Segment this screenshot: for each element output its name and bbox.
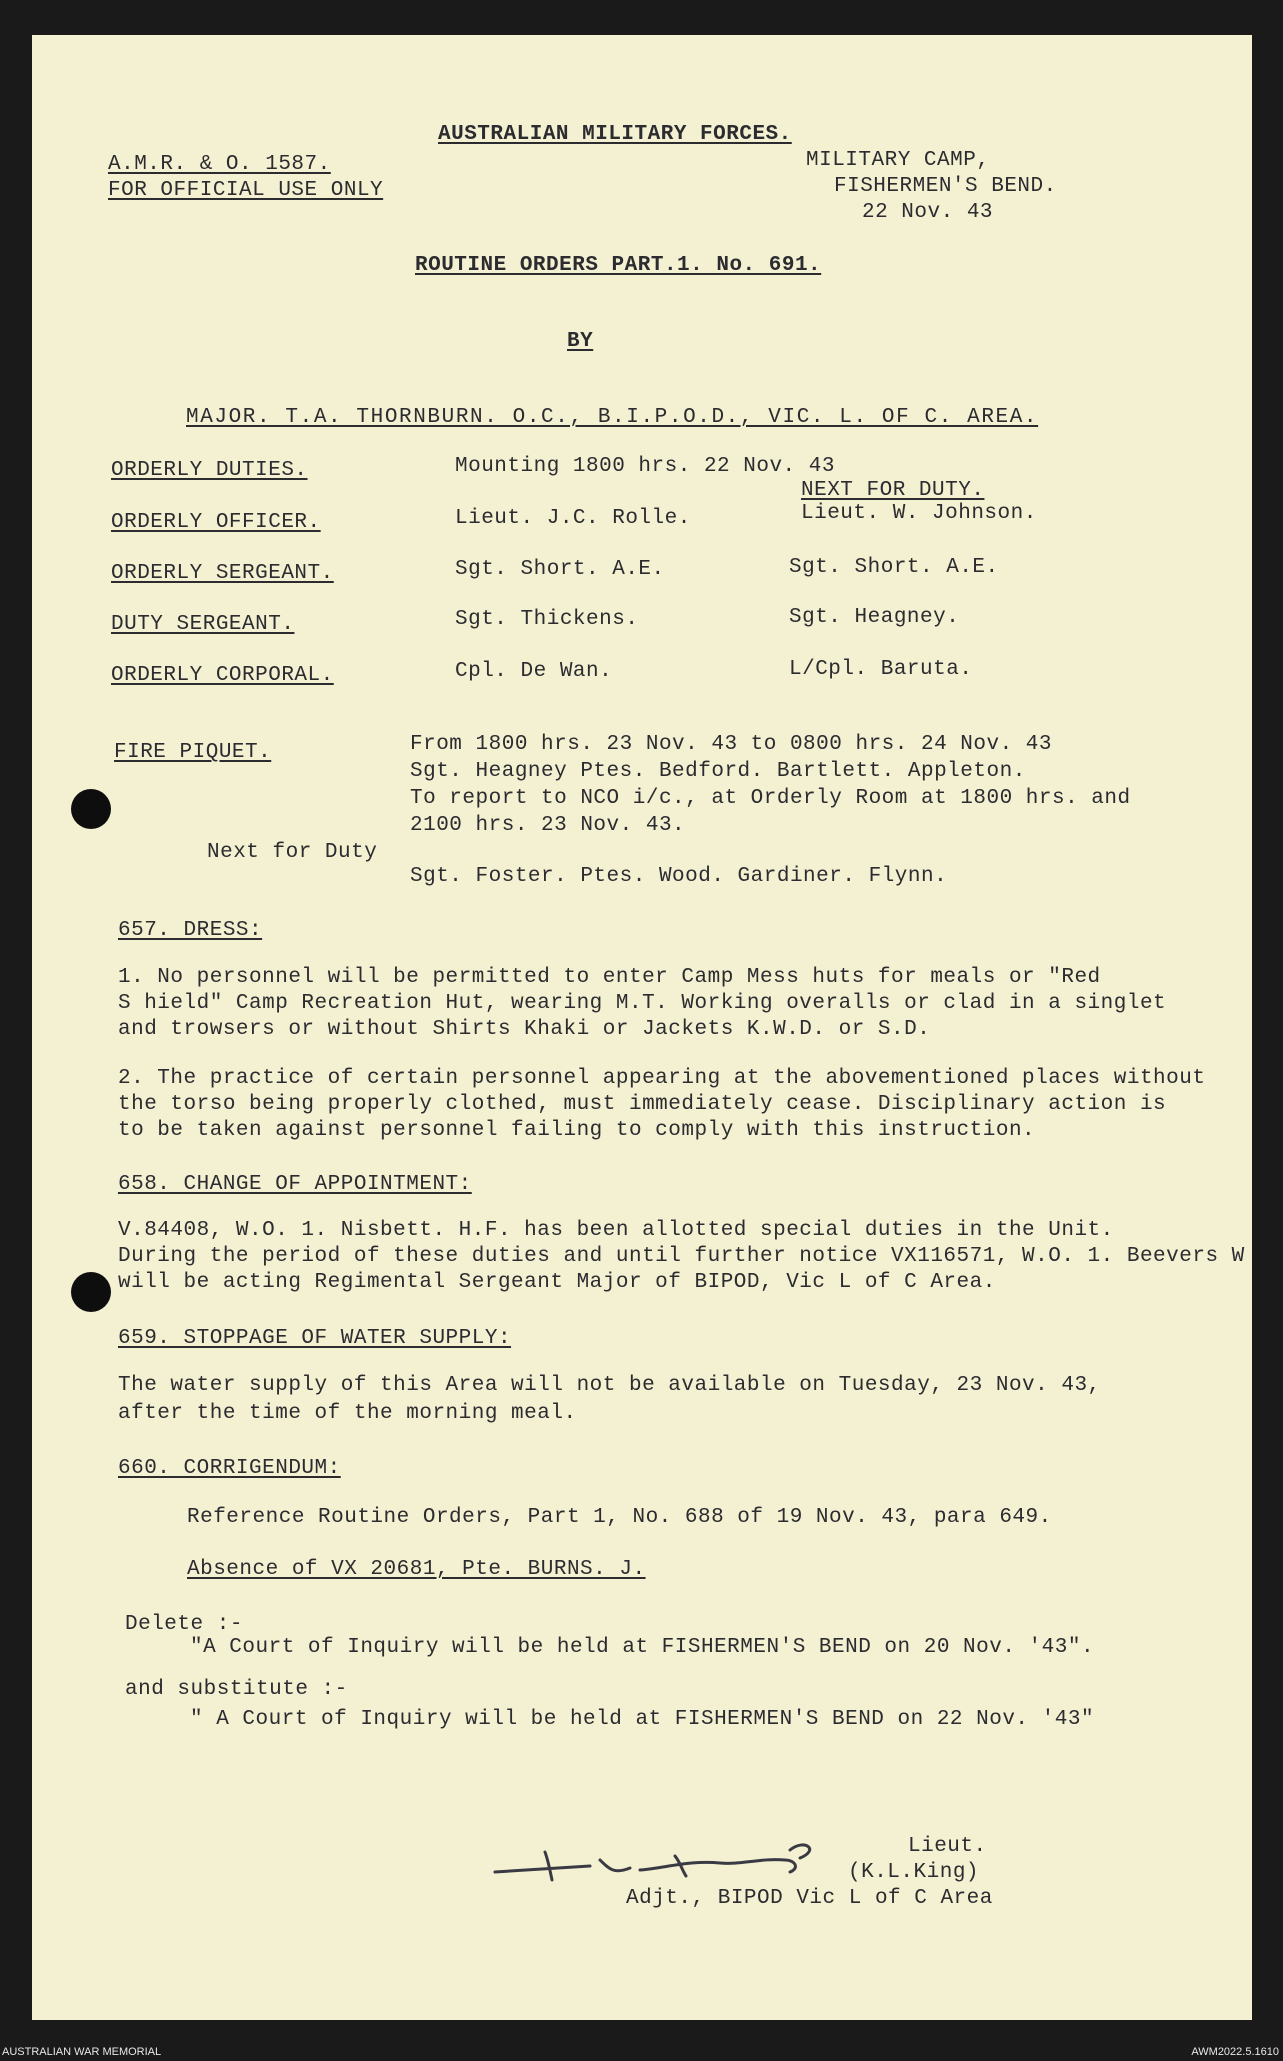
duty-row-current: Sgt. Thickens. [455,608,639,631]
duty-row-label: DUTY SERGEANT. [111,613,295,636]
duty-row-current: Sgt. Short. A.E. [455,558,665,581]
signatory-name: (K.L.King) [848,1861,980,1884]
paragraph-line: the torso being properly clothed, must immediately cease. Disciplinary action is [118,1093,1167,1116]
section-657-title: 657. DRESS: [118,919,263,942]
next-for-duty-note: Next for Duty [207,841,378,864]
punch-hole-bottom [71,1272,111,1312]
substitute-label: and substitute :- [125,1678,348,1701]
fire-piquet-line: To report to NCO i/c., at Orderly Room at 1800 hrs. and [410,787,1131,810]
paragraph-line: after the time of the morning meal. [118,1402,577,1425]
by-heading: BY [567,330,594,353]
signatory-rank: Lieut. [908,1835,987,1858]
footer-institution: AUSTRALIAN WAR MEMORIAL [2,2046,162,2058]
fire-piquet-next: Sgt. Foster. Ptes. Wood. Gardiner. Flynn. [410,865,948,888]
orderly-duties-label: ORDERLY DUTIES. [111,459,308,482]
handwritten-signature [490,1830,890,1890]
mounting-time: Mounting 1800 hrs. 22 Nov. 43 [455,455,835,478]
delete-text: "A Court of Inquiry will be held at FISHERMEN'S BEND on 20 Nov. '43". [190,1636,1095,1659]
punch-hole-top [71,789,111,829]
paragraph-line: 1. No personnel will be permitted to enter Camp Mess huts for meals or "Red [118,966,1101,989]
duty-row-next: Lieut. W. Johnson. [801,502,1037,525]
duty-row-label: ORDERLY SERGEANT. [111,562,334,585]
duty-row-next: L/Cpl. Baruta. [789,658,973,681]
duty-row-next: Sgt. Short. A.E. [789,556,999,579]
signatory-role: Adjt., BIPOD Vic L of C Area [626,1887,993,1910]
duty-row-current: Lieut. J.C. Rolle. [455,507,691,530]
next-for-duty-label: NEXT FOR DUTY. [801,479,985,502]
orders-title: ROUTINE ORDERS PART.1. No. 691. [415,254,822,277]
footer-accession: AWM2022.5.1610 [1191,2046,1279,2058]
paragraph-line: During the period of these duties and until further notice VX116571, W.O. 1. Beevers W [118,1245,1245,1268]
fire-piquet-line: From 1800 hrs. 23 Nov. 43 to 0800 hrs. 24 Nov. 43 [410,733,1053,756]
substitute-text: " A Court of Inquiry will be held at FISHERMEN'S BEND on 22 Nov. '43" [190,1708,1095,1731]
section-660-title: 660. CORRIGENDUM: [118,1457,341,1480]
document-date: 22 Nov. 43 [862,201,994,224]
paragraph-line: The water supply of this Area will not be available on Tuesday, 23 Nov. 43, [118,1374,1101,1397]
paragraph-line: will be acting Regimental Sergeant Major of BIPOD, Vic L of C Area. [118,1271,996,1294]
section-658-title: 658. CHANGE OF APPOINTMENT: [118,1173,472,1196]
amr-reference: A.M.R. & O. 1587. [108,153,331,176]
paragraph-line: S hield" Camp Recreation Hut, wearing M.T. Working overalls or clad in a singlet [118,992,1167,1015]
camp-place: FISHERMEN'S BEND. [834,175,1057,198]
section-659-title: 659. STOPPAGE OF WATER SUPPLY: [118,1327,512,1350]
official-use-notice: FOR OFFICIAL USE ONLY [108,179,384,202]
paragraph-line: and trowsers or without Shirts Khaki or Jackets K.W.D. or S.D. [118,1018,931,1041]
duty-row-current: Cpl. De Wan. [455,660,613,683]
paragraph-line: 2. The practice of certain personnel appearing at the abovementioned places without [118,1067,1206,1090]
fire-piquet-line: Sgt. Heagney Ptes. Bedford. Bartlett. Appleton. [410,760,1026,783]
paragraph-line: to be taken against personnel failing to comply with this instruction. [118,1119,1036,1142]
issuing-officer: MAJOR. T.A. THORNBURN. O.C., B.I.P.O.D., VIC. L. OF C. AREA. [186,406,1039,429]
fire-piquet-label: FIRE PIQUET. [114,741,272,764]
duty-row-label: ORDERLY CORPORAL. [111,664,334,687]
corrigendum-reference: Reference Routine Orders, Part 1, No. 688 of 19 Nov. 43, para 649. [187,1506,1052,1529]
delete-label: Delete :- [125,1613,243,1636]
duty-row-next: Sgt. Heagney. [789,606,960,629]
camp-name: MILITARY CAMP, [806,149,990,172]
duty-row-label: ORDERLY OFFICER. [111,511,321,534]
paragraph-line: V.84408, W.O. 1. Nisbett. H.F. has been allotted special duties in the Unit. [118,1219,1114,1242]
corrigendum-absence: Absence of VX 20681, Pte. BURNS. J. [187,1558,646,1581]
fire-piquet-line: 2100 hrs. 23 Nov. 43. [410,814,686,837]
forces-heading: AUSTRALIAN MILITARY FORCES. [438,123,792,146]
